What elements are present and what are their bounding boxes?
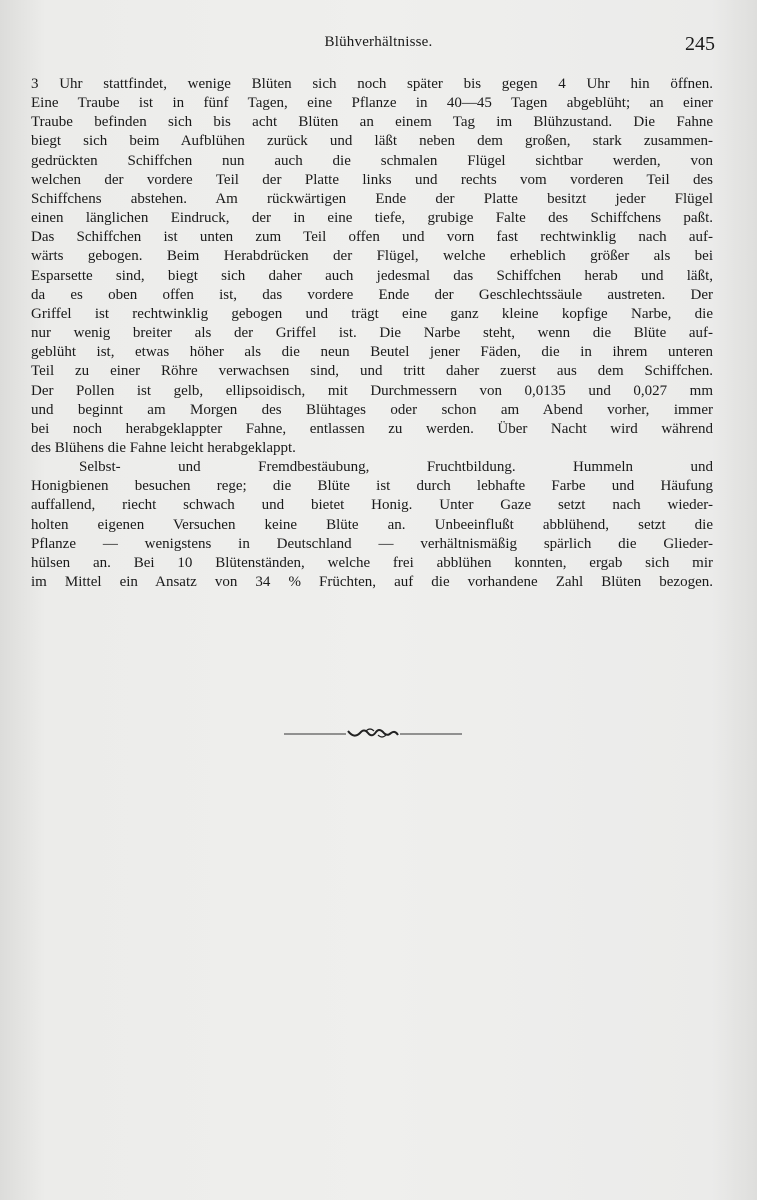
text-line: Traube befinden sich bis acht Blüten an einem Tag im Blühzustand. Die Fahne — [31, 114, 713, 131]
flourish-icon — [284, 723, 462, 745]
text-line: Honigbienen besuchen rege; die Blüte ist durch lebhafte Farbe und Häufung — [31, 478, 713, 495]
text-line: Der Pollen ist gelb, ellipsoidisch, mit Durchmessern von 0,0135 und 0,027 mm — [31, 382, 713, 399]
paragraph-first-line: Selbst- und Fremdbestäubung, Fruchtbildung. Hummeln und — [79, 459, 713, 476]
body-text — [31, 75, 713, 592]
page-number: 245 — [685, 33, 715, 55]
text-line: hülsen an. Bei 10 Blütenständen, welche frei abblühen konnten, ergab sich mir — [31, 554, 713, 571]
text-line: Eine Traube ist in fünf Tagen, eine Pflanze in 40—45 Tagen abgeblüht; an einer — [31, 95, 713, 112]
text-line: Das Schiffchen ist unten zum Teil offen und vorn fast rechtwinklig nach auf- — [31, 229, 713, 246]
text-line: geblüht ist, etwas höher als die neun Beutel jener Fäden, die in ihrem unteren — [31, 344, 713, 361]
running-title: Blühverhältnisse. — [324, 34, 433, 50]
text-line: holten eigenen Versuchen keine Blüte an. Unbeeinflußt abblühend, setzt die — [31, 516, 713, 533]
text-line: Pflanze — wenigstens in Deutschland — verhältnismäßig spärlich die Glieder- — [31, 535, 713, 552]
text-line: Griffel ist rechtwinklig gebogen und trägt eine ganz kleine kopfige Narbe, die — [31, 305, 713, 322]
text-line: wärts gebogen. Beim Herabdrücken der Flügel, welche erheblich größer als bei — [31, 248, 713, 265]
text-line: einen länglichen Eindruck, der in eine tiefe, grubige Falte des Schiffchens paßt. — [31, 210, 713, 227]
text-line: Schiffchens abstehen. Am rückwärtigen Ende der Platte besitzt jeder Flügel — [31, 190, 713, 207]
text-line: nur wenig breiter als der Griffel ist. Die Narbe steht, wenn die Blüte auf- — [31, 325, 713, 342]
text-line: Teil zu einer Röhre verwachsen sind, und tritt daher zuerst aus dem Schiffchen. — [31, 363, 713, 380]
text-line: Esparsette sind, biegt sich daher auch jedesmal das Schiffchen herab und läßt, — [31, 267, 713, 284]
text-line: und beginnt am Morgen des Blühtages oder schon am Abend vorher, immer — [31, 401, 713, 418]
text-line: auffallend, riecht schwach und bietet Honig. Unter Gaze setzt nach wieder- — [31, 497, 713, 514]
text-line: bei noch herabgeklappter Fahne, entlassen zu werden. Über Nacht wird während — [31, 420, 713, 437]
text-line: gedrückten Schiffchen nun auch die schmalen Flügel sichtbar werden, von — [31, 152, 713, 169]
text-line: des Blühens die Fahne leicht herabgeklappt. — [31, 439, 296, 456]
text-line: da es oben offen ist, das vordere Ende der Geschlechtssäule austreten. Der — [31, 286, 713, 303]
text-line: im Mittel ein Ansatz von 34 % Früchten, auf die vorhandene Zahl Blüten bezogen. — [31, 574, 713, 591]
text-line: welchen der vordere Teil der Platte links und rechts vom vorderen Teil des — [31, 171, 713, 188]
running-head — [0, 34, 757, 56]
end-ornament — [0, 723, 757, 745]
text-line: 3 Uhr stattfindet, wenige Blüten sich noch später bis gegen 4 Uhr hin öffnen. — [31, 76, 713, 92]
text-line: biegt sich beim Aufblühen zurück und läßt neben dem großen, stark zusammen- — [31, 133, 713, 150]
